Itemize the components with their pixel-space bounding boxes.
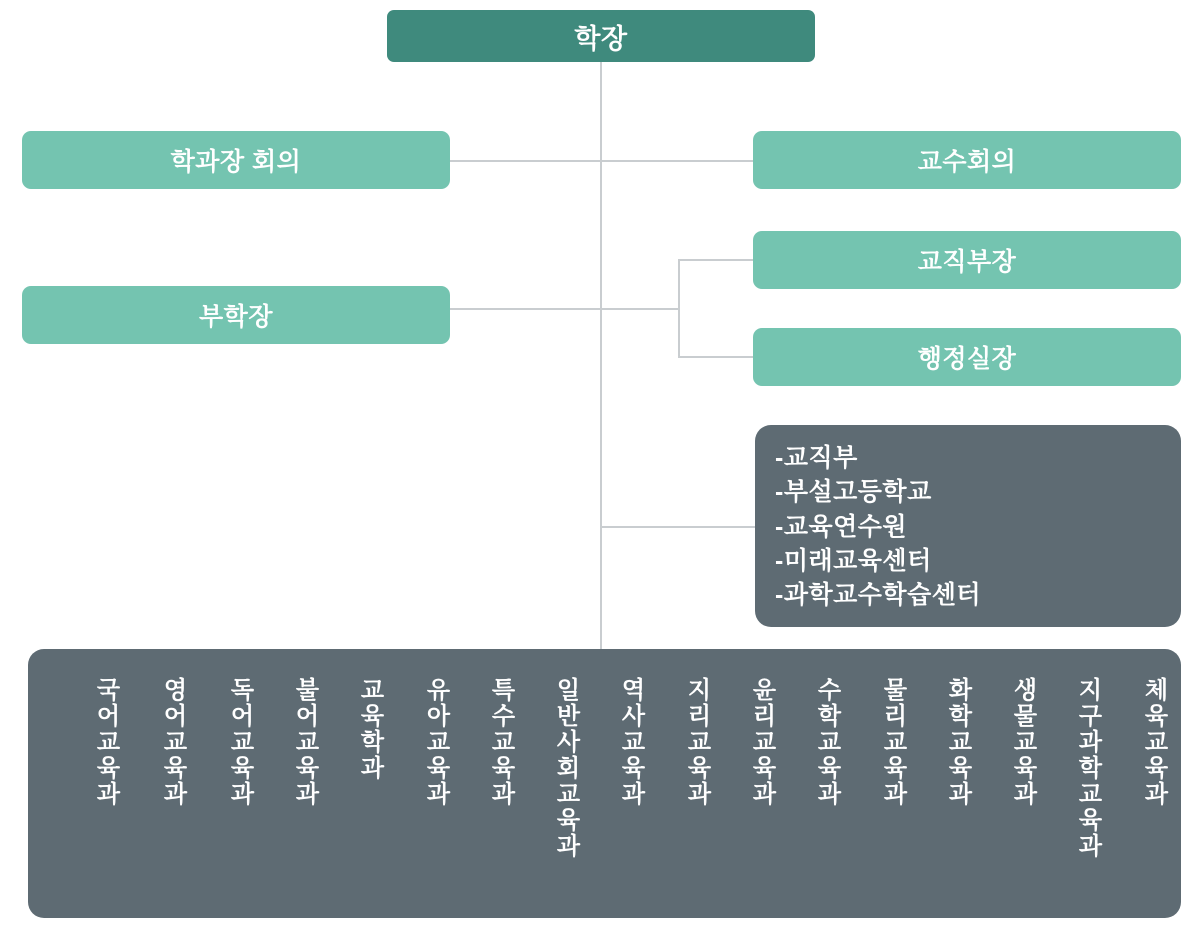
affiliated-unit-item: -미래교육센터: [775, 546, 932, 575]
department-item[interactable]: 윤리교육과: [748, 677, 775, 807]
department-item[interactable]: 특수교육과: [487, 677, 514, 807]
department-item[interactable]: 생물교육과: [1009, 677, 1036, 807]
node-vice-dean[interactable]: [22, 286, 450, 344]
connector-branch-top: [678, 259, 754, 261]
connector-dean-row: [449, 160, 753, 162]
department-item[interactable]: 독어교육과: [226, 677, 253, 807]
department-item[interactable]: 지리교육과: [683, 677, 710, 807]
node-department-heads-meeting[interactable]: [22, 131, 450, 189]
connector-vertical-main: [600, 61, 602, 651]
department-item[interactable]: 물리교육과: [879, 677, 906, 807]
node-department-heads-meeting-label: 학과장 회의: [170, 148, 302, 176]
department-item[interactable]: 일반사회교육과: [552, 677, 579, 859]
department-item[interactable]: 체육교육과: [1140, 677, 1167, 807]
connector-vicedean-row: [449, 308, 679, 310]
node-faculty-meeting[interactable]: [753, 131, 1181, 189]
connector-units: [600, 526, 755, 528]
department-item[interactable]: 영어교육과: [159, 677, 186, 807]
node-dean-label: 학장: [574, 23, 628, 54]
affiliated-unit-item: -부설고등학교: [775, 478, 932, 507]
connector-branch-vertical: [678, 259, 680, 357]
affiliated-unit-item: -교육연수원: [775, 512, 908, 541]
node-dean[interactable]: [387, 10, 815, 62]
department-item[interactable]: 불어교육과: [291, 677, 318, 807]
node-faculty-meeting-label: 교수회의: [917, 148, 1017, 176]
node-vice-dean-label: 부학장: [199, 303, 273, 331]
department-item[interactable]: 역사교육과: [617, 677, 644, 807]
department-item[interactable]: 지구과학교육과: [1074, 677, 1101, 859]
connector-branch-bottom: [678, 356, 754, 358]
department-item[interactable]: 국어교육과: [92, 677, 119, 807]
node-teaching-affairs-head[interactable]: [753, 231, 1181, 289]
affiliated-unit-item: -과학교수학습센터: [775, 581, 982, 609]
department-item[interactable]: 화학교육과: [944, 677, 971, 807]
department-item[interactable]: 수학교육과: [813, 677, 840, 807]
node-teaching-affairs-head-label: 교직부장: [917, 248, 1017, 276]
department-item[interactable]: 교육학과: [356, 677, 383, 781]
node-administration-head[interactable]: [753, 328, 1181, 386]
department-item[interactable]: 유아교육과: [422, 677, 449, 807]
node-departments-container: [28, 649, 1181, 918]
affiliated-unit-item: -교직부: [775, 444, 858, 472]
node-administration-head-label: 행정실장: [917, 345, 1017, 373]
node-affiliated-units[interactable]: [755, 425, 1181, 627]
